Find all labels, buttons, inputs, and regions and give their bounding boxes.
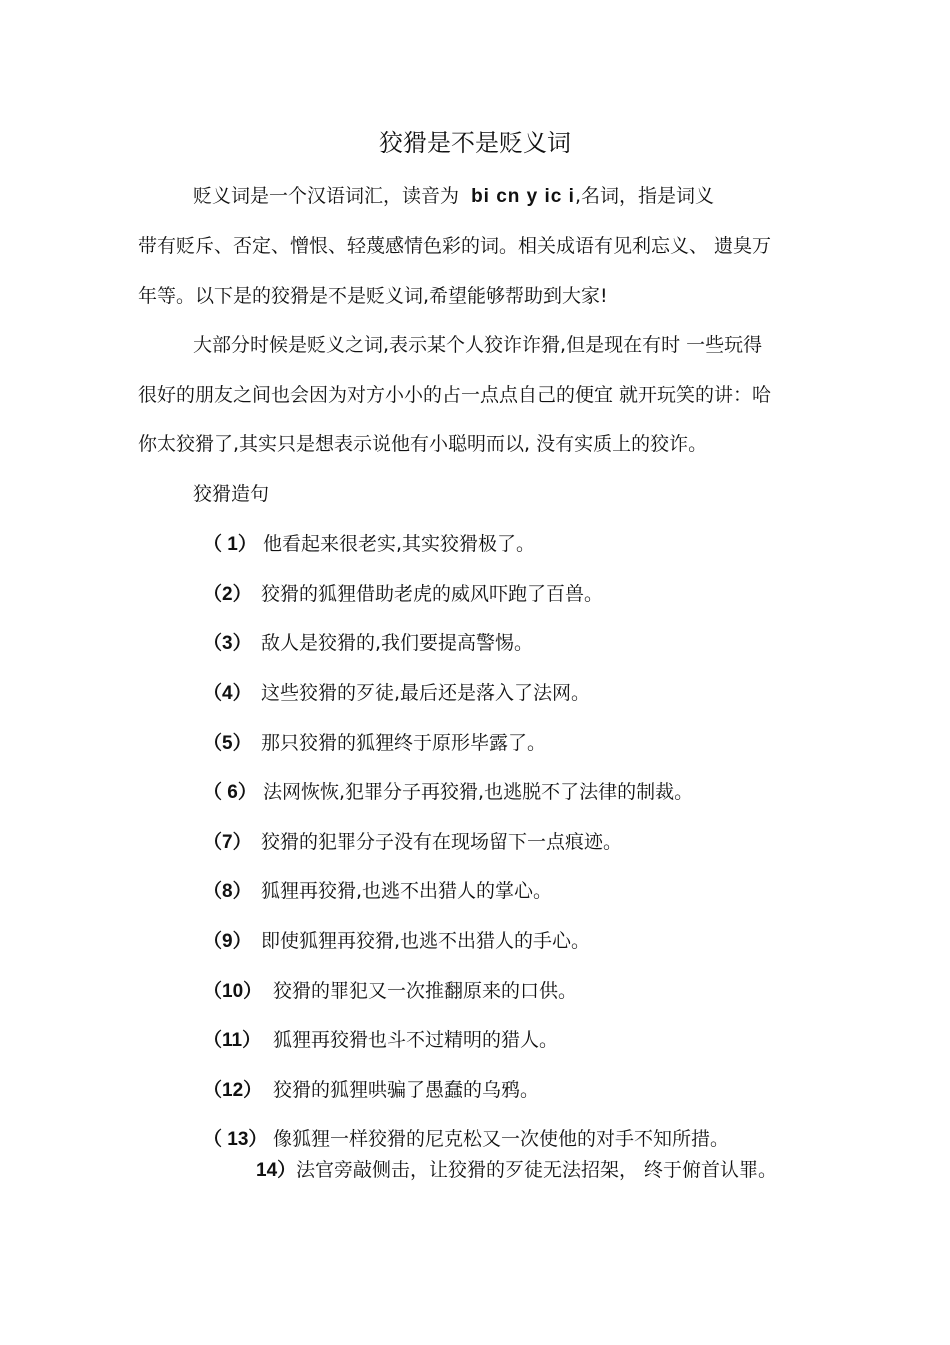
list-item	[203, 1126, 729, 1153]
list-item	[203, 878, 552, 905]
list-item-number: （9）	[203, 931, 252, 952]
list-item-number: （11）	[203, 1030, 262, 1051]
list-item	[203, 928, 590, 955]
intro-line-2: 带有贬斥、否定、憎恨、轻蔑感情色彩的词。相关成语有见利忘义、 遗臭万	[138, 235, 772, 257]
list-item-number: （ 1）	[203, 534, 257, 555]
list-item-text: 那只狡猾的狐狸终于原形毕露了。	[261, 732, 547, 754]
list-item-text: 即使狐狸再狡猾,也逃不出猎人的手心。	[261, 930, 591, 952]
list-item-number: （2）	[203, 584, 252, 605]
list-item	[203, 1077, 539, 1104]
intro-line-3: 年等。以下是的狡猾是不是贬义词,希望能够帮助到大家!	[138, 285, 608, 307]
list-item-text: 狡猾的罪犯又一次推翻原来的口供。	[273, 980, 578, 1002]
list-item-number: （7）	[203, 832, 252, 853]
list-item-text: 狡猾的犯罪分子没有在现场留下一点痕迹。	[261, 831, 623, 853]
list-item	[203, 531, 535, 558]
list-item	[256, 1157, 777, 1184]
list-item-number: （5）	[203, 733, 252, 754]
list-item-number: （12）	[203, 1080, 263, 1101]
list-item-number: （10）	[203, 981, 263, 1002]
list-item-number: （ 13）	[203, 1129, 268, 1150]
intro-text: 贬义词是一个汉语词汇，读音为	[193, 185, 460, 207]
body-line-3: 你太狡猾了,其实只是想表示说他有小聪明而以, 没有实质上的狡诈。	[138, 433, 708, 455]
list-item	[203, 581, 603, 608]
list-item	[203, 1027, 558, 1054]
list-item-text: 狐狸再狡猾,也逃不出猎人的掌心。	[261, 880, 553, 902]
list-item-number: （3）	[203, 633, 252, 654]
list-item	[203, 630, 533, 657]
list-item-text: 他看起来很老实,其实狡猾极了。	[263, 533, 536, 555]
list-item-text: 狐狸再狡猾也斗不过精明的猎人。	[273, 1029, 559, 1051]
intro-line-1	[193, 183, 714, 210]
list-item-number: 14）	[256, 1160, 297, 1181]
intro-text-after: ,名词，指是词义	[574, 185, 714, 207]
list-item-text: 像狐狸一样狡猾的尼克松又一次使他的对手不知所措。	[273, 1128, 730, 1150]
list-item-text: 敌人是狡猾的,我们要提高警惕。	[261, 632, 534, 654]
list-item	[203, 829, 622, 856]
body-line-2: 很好的朋友之间也会因为对方小小的占一点点自己的便宜 就开玩笑的讲：哈	[138, 384, 772, 406]
list-item-text: 法网恢恢,犯罪分子再狡猾,也逃脱不了法律的制裁。	[263, 781, 694, 803]
intro-pinyin: bi cn y ic i	[471, 186, 575, 207]
list-item	[203, 779, 693, 806]
list-item	[203, 978, 577, 1005]
list-item-text: 法官旁敲侧击，让狡猾的歹徒无法招架， 终于俯首认罪。	[296, 1159, 778, 1181]
list-item-number: （8）	[203, 881, 252, 902]
list-item	[203, 730, 546, 757]
list-item-number: （ 6）	[203, 782, 257, 803]
list-item-number: （4）	[203, 683, 252, 704]
list-item-text: 狡猾的狐狸借助老虎的威风吓跑了百兽。	[261, 583, 604, 605]
list-item	[203, 680, 590, 707]
body-line-1: 大部分时候是贬义之词,表示某个人狡诈诈猾,但是现在有时 一些玩得	[193, 334, 763, 356]
document-title: 狡猾是不是贬义词	[379, 129, 571, 157]
list-item-text: 这些狡猾的歹徒,最后还是落入了法网。	[261, 682, 591, 704]
section-heading: 狡猾造句	[193, 483, 270, 505]
list-item-text: 狡猾的狐狸哄骗了愚蠢的乌鸦。	[273, 1079, 540, 1101]
